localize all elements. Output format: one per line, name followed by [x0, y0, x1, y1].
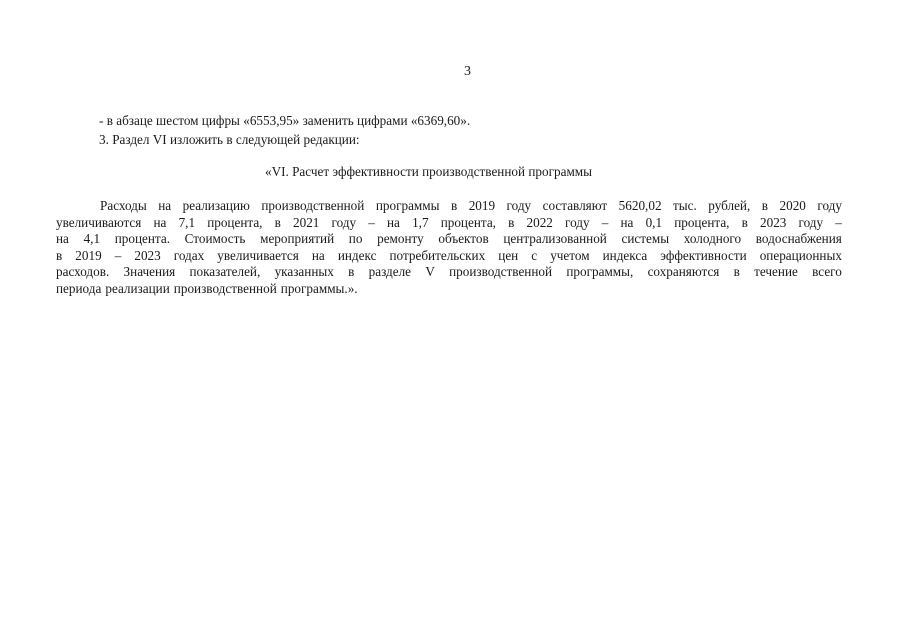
paragraph-line: периода реализации производственной программы.».	[56, 280, 358, 296]
section-heading: «VI. Расчет эффективности производственной программы	[265, 164, 593, 179]
section-paragraph	[56, 198, 842, 298]
amendment-line-1: - в абзаце шестом цифры «6553,95» заменить цифрами «6369,60».	[99, 113, 471, 128]
paragraph-line: Расходы на реализацию производственной программы в 2019 году составляют 5620,02 тыс. рублей, в 2020 году	[100, 198, 842, 213]
paragraph-line: в 2019 – 2023 годах увеличивается на индекс потребительских цен с учетом индекса эффективности операционных	[56, 247, 842, 263]
page-number: 3	[464, 64, 471, 79]
paragraph-line: на 4,1 процента. Стоимость мероприятий по ремонту объектов централизованной системы холодного водоснабжения	[56, 231, 842, 247]
amendment-line-2: 3. Раздел VI изложить в следующей редакции:	[99, 132, 360, 147]
paragraph-line: увеличиваются на 7,1 процента, в 2021 году – на 1,7 процента, в 2022 году – на 0,1 процента, в 2023 году –	[56, 214, 842, 230]
paragraph-line: расходов. Значения показателей, указанных в разделе V производственной программы, сохраняются в течение всего	[56, 264, 842, 280]
